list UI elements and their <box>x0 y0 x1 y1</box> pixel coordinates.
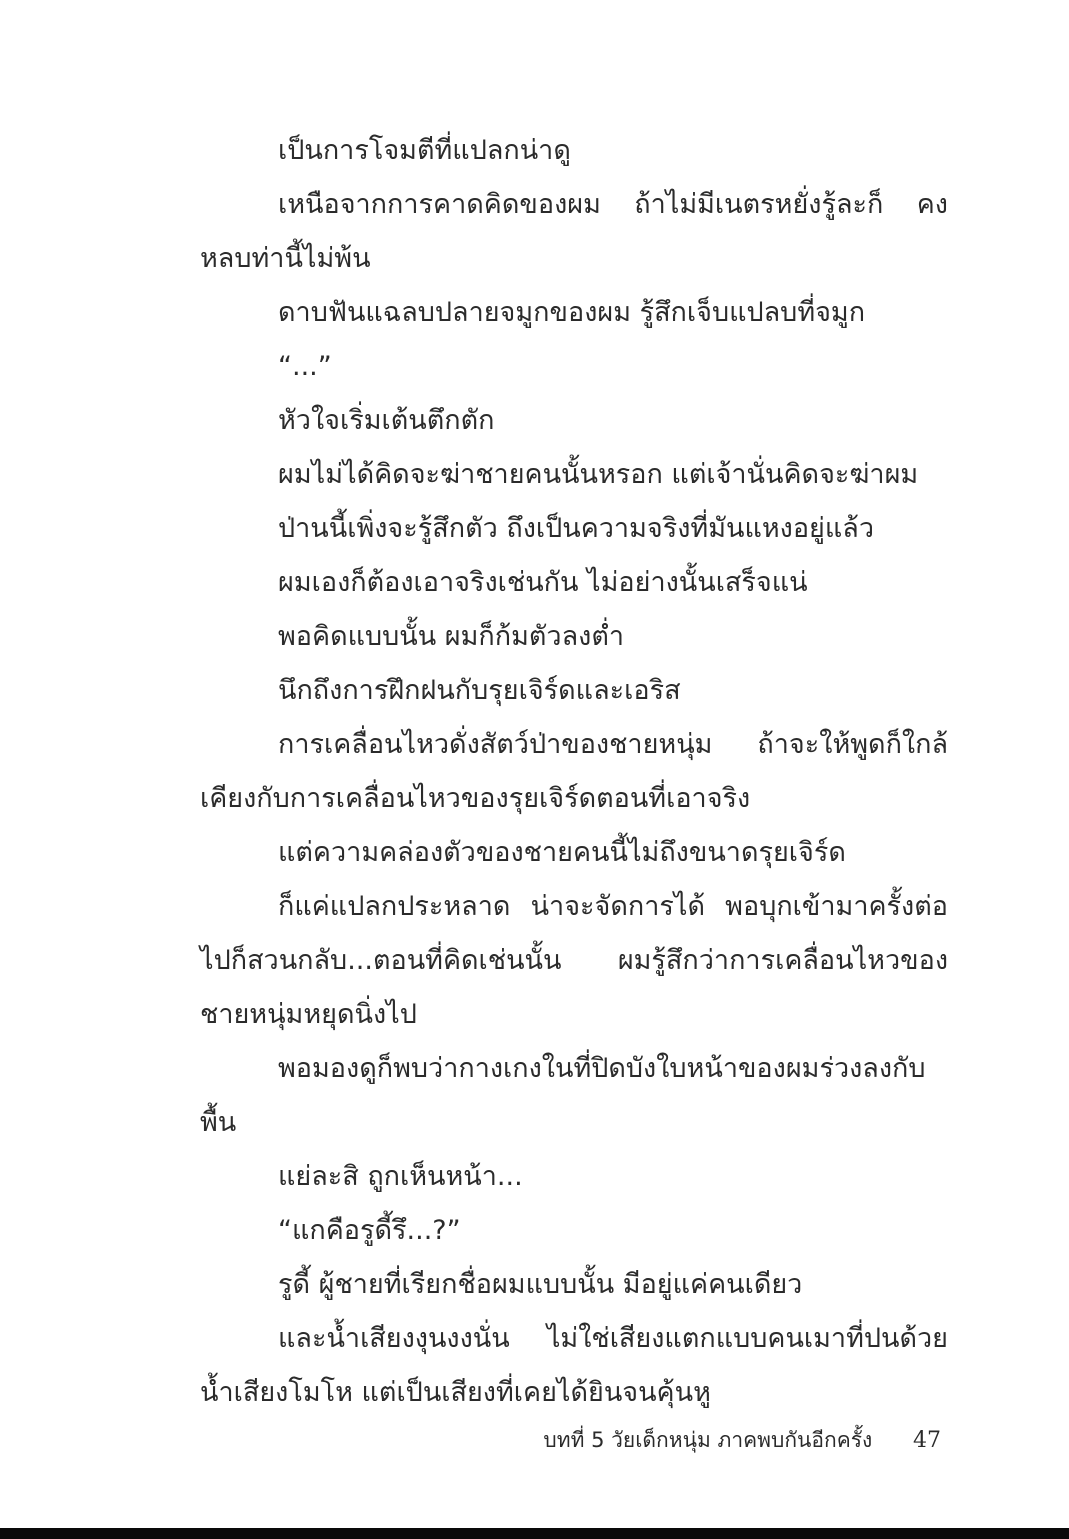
paragraph: แย่ละสิ ถูกเห็นหน้า... <box>278 1161 523 1192</box>
paragraph: ผมไม่ได้คิดจะฆ่าชายคนนั้นหรอก แต่เจ้านั่นคิดจะฆ่าผม <box>278 459 919 490</box>
paragraph: รูดี้ ผู้ชายที่เรียกชื่อผมแบบนั้น มีอยู่แค่คนเดียว <box>278 1269 803 1300</box>
paragraph: “...” <box>278 351 332 382</box>
page-footer <box>543 1420 941 1461</box>
running-title: บทที่ 5 วัยเด็กหนุ่ม ภาคพบกันอีกครั้ง <box>543 1428 873 1452</box>
paragraph: ป่านนี้เพิ่งจะรู้สึกตัว ถึงเป็นความจริงที่มันแหงอยู่แล้ว <box>278 513 874 544</box>
paragraph: พอมองดูก็พบว่ากางเกงในที่ปิดบังใบหน้าของผมร่วงลงกับพื้น <box>200 1053 926 1138</box>
paragraph: ก็แค่แปลกประหลาด น่าจะจัดการได้ พอบุกเข้ามาครั้งต่อไปก็สวนกลับ...ตอนที่คิดเช่นนั้น ผมรู้สึกว่าการเคลื่อนไหวของชายหนุ่มหยุดนิ่งไป <box>200 891 948 1030</box>
page-number: 47 <box>913 1428 941 1453</box>
paragraph: เหนือจากการคาดคิดของผม ถ้าไม่มีเนตรหยั่งรู้ละก็ คงหลบท่านี้ไม่พ้น <box>200 189 948 274</box>
paragraph: พอคิดแบบนั้น ผมก็ก้มตัวลงต่ำ <box>278 621 625 652</box>
paragraph: เป็นการโจมตีที่แปลกน่าดู <box>278 135 571 166</box>
paragraph: ผมเองก็ต้องเอาจริงเช่นกัน ไม่อย่างนั้นเสร็จแน่ <box>278 567 808 598</box>
paragraph: แต่ความคล่องตัวของชายคนนี้ไม่ถึงขนาดรุยเจิร์ด <box>278 837 846 868</box>
paragraph: “แกคือรูดี้รึ...?” <box>278 1215 461 1246</box>
paragraph: การเคลื่อนไหวดั่งสัตว์ป่าของชายหนุ่ม ถ้าจะให้พูดก็ใกล้เคียงกับการเคลื่อนไหวของรุยเจิร์ดตอนที่เอาจริง <box>200 729 948 814</box>
paragraph: และน้ำเสียงงุนงงนั่น ไม่ใช่เสียงแตกแบบคนเมาที่ปนด้วยน้ำเสียงโมโห แต่เป็นเสียงที่เคยได้ยินจนคุ้นหู <box>200 1323 948 1408</box>
paragraph: ดาบฟันแฉลบปลายจมูกของผม รู้สึกเจ็บแปลบที่จมูก <box>278 297 866 328</box>
paragraph: นึกถึงการฝึกฝนกับรุยเจิร์ดและเอริส <box>278 675 681 706</box>
body-text <box>200 124 948 1420</box>
paragraph: หัวใจเริ่มเต้นตึกตัก <box>278 405 495 436</box>
scan-edge-bar <box>0 1528 1069 1539</box>
